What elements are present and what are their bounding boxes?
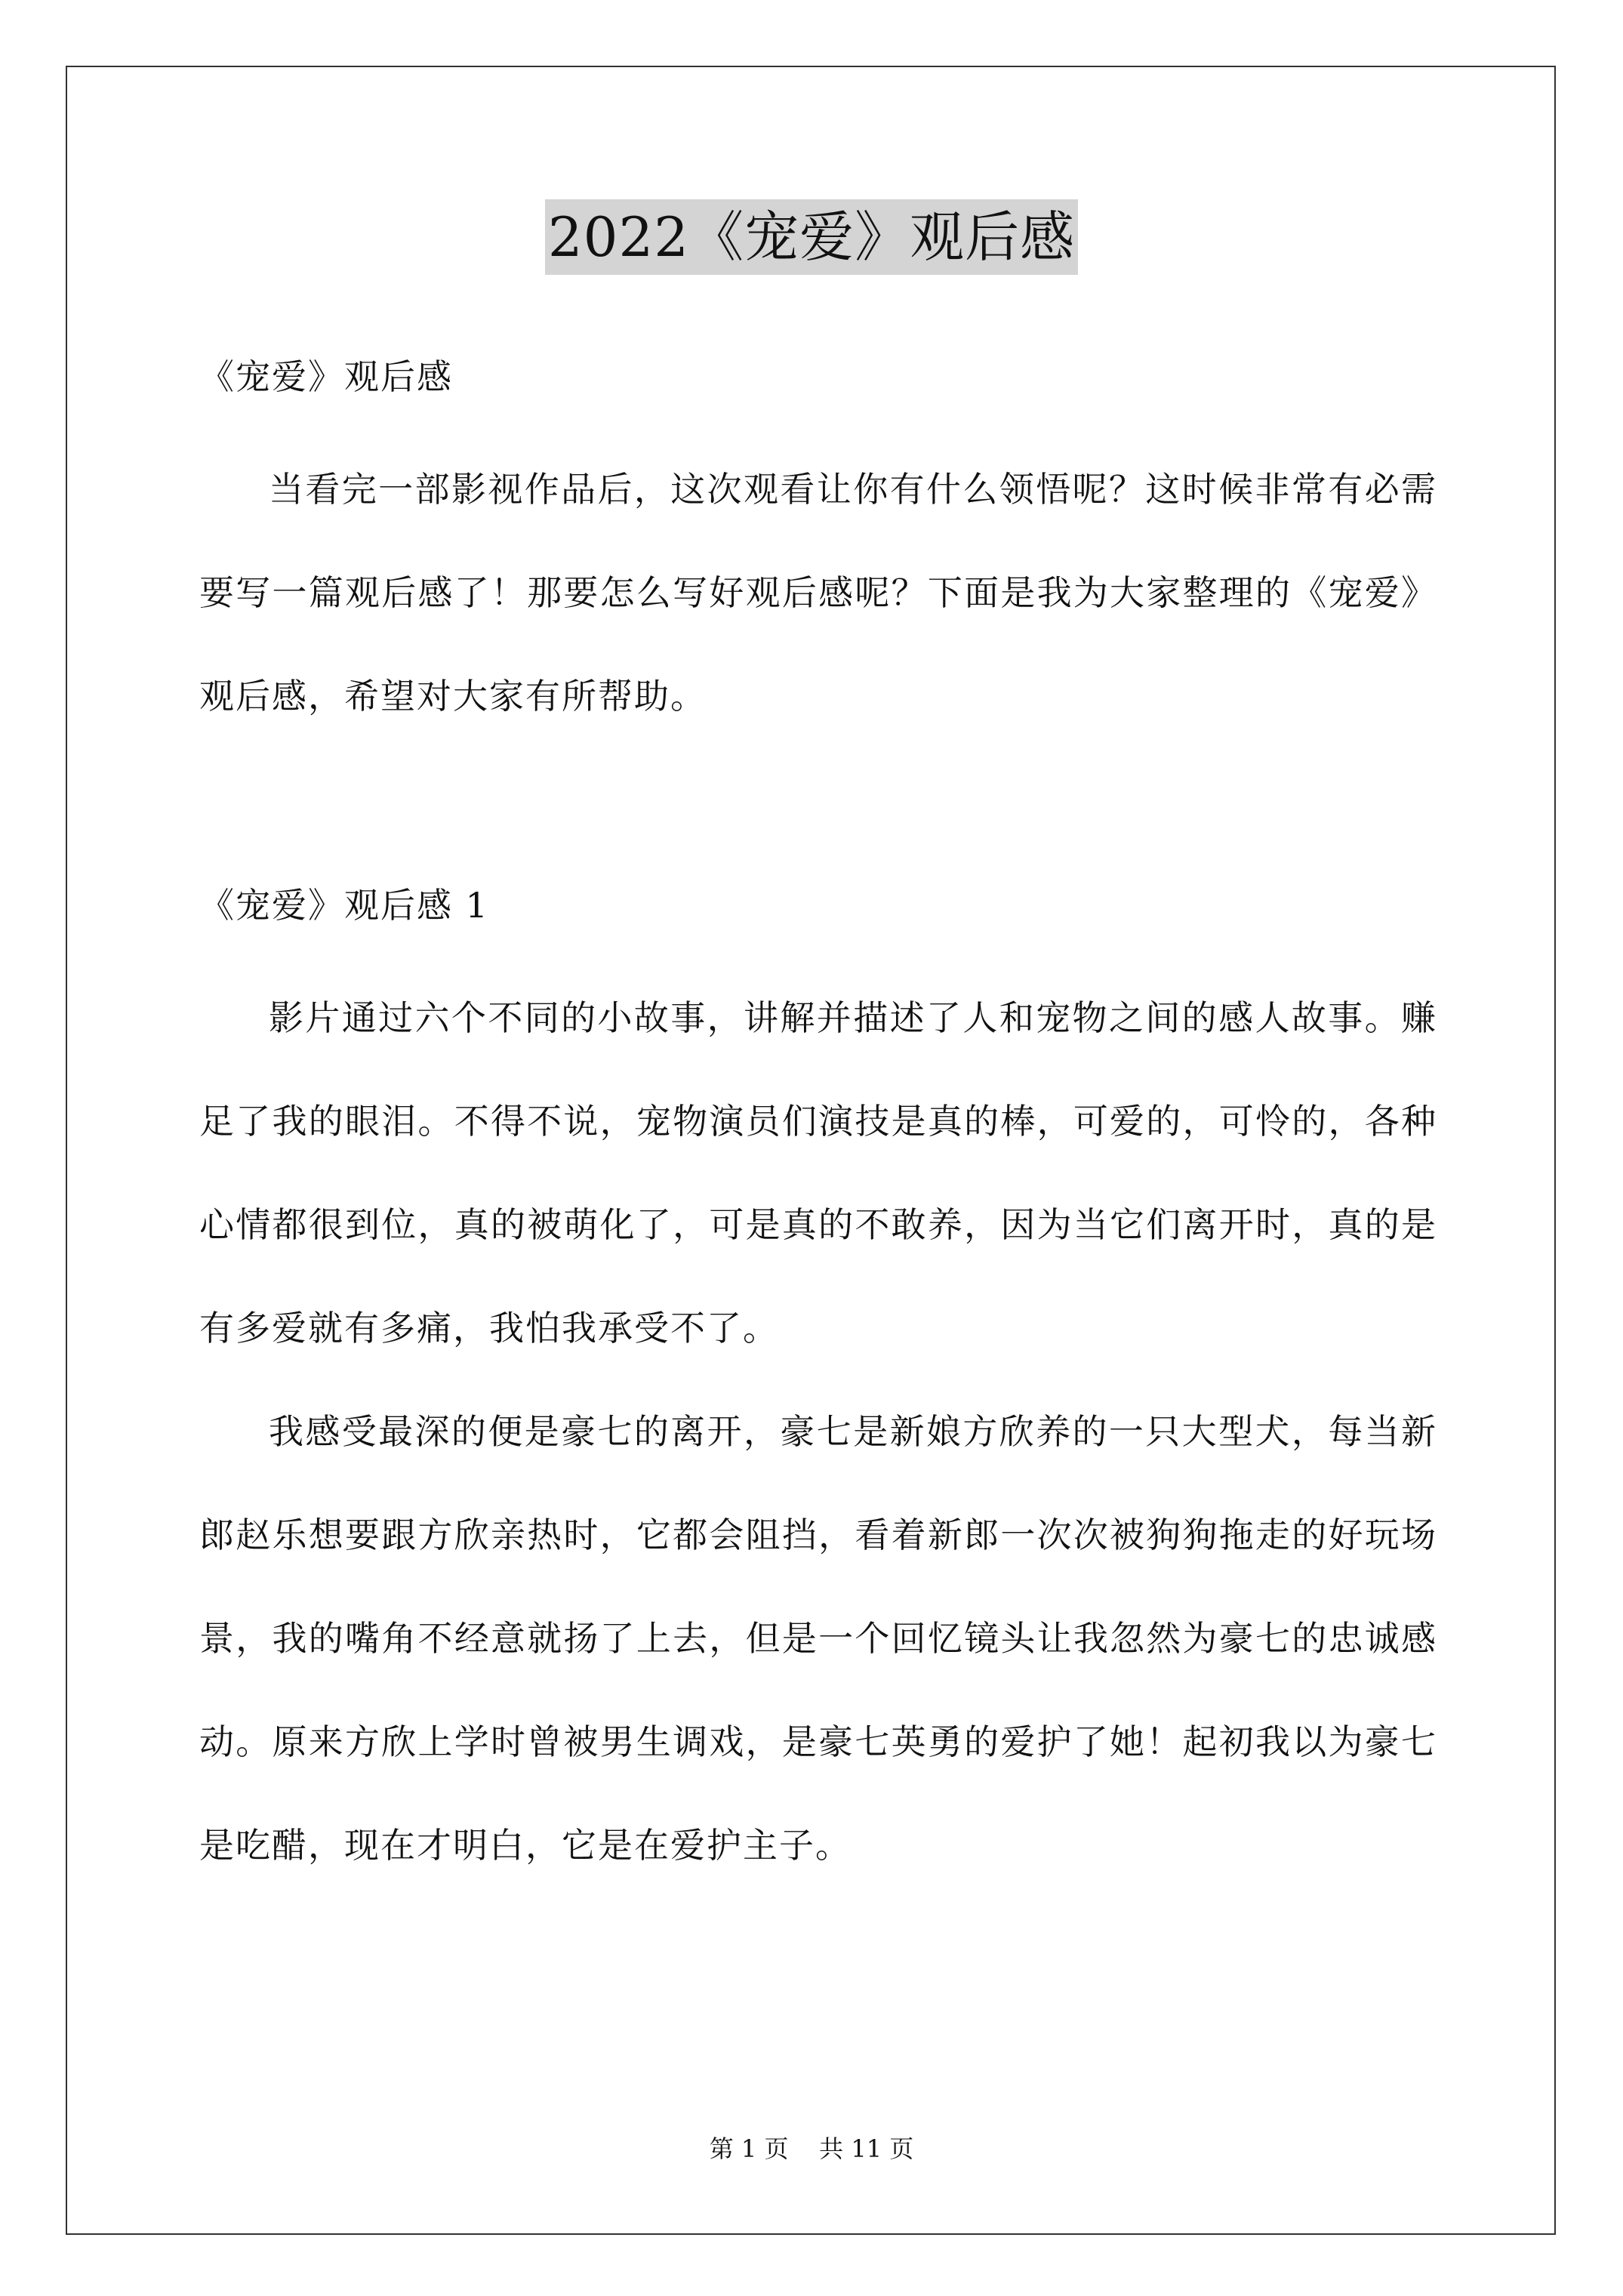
page-total: 共 11 页 bbox=[819, 2134, 914, 2163]
section1-heading-block bbox=[199, 879, 1437, 932]
page-footer bbox=[0, 2134, 1623, 2164]
section1-paragraph: 影片通过六个不同的小故事，讲解并描述了人和宠物之间的感人故事。赚足了我的眼泪。不得不说，宠物演员们演技是真的棒，可爱的，可怜的，各种心情都很到位，真的被萌化了，可是真的不敢养，因为当它们离开时，真的是有多爱就有多痛，我怕我承受不了。 bbox=[199, 997, 1437, 1348]
title-container bbox=[0, 199, 1623, 275]
intro-paragraph: 当看完一部影视作品后，这次观看让你有什么领悟呢？这时候非常有必需要写一篇观后感了！那要怎么写好观后感呢？下面是我为大家整理的《宠爱》观后感，希望对大家有所帮助。 bbox=[199, 469, 1437, 717]
page-number: 第 1 页 bbox=[709, 2134, 789, 2163]
intro-heading-block bbox=[199, 350, 1437, 403]
intro-paragraph-block bbox=[199, 438, 1437, 748]
intro-heading: 《宠爱》观后感 bbox=[199, 356, 453, 397]
section1-heading: 《宠爱》观后感 1 bbox=[199, 885, 489, 926]
section1-paragraph: 我感受最深的便是豪七的离开，豪七是新娘方欣养的一只大型犬，每当新郎赵乐想要跟方欣亲热时，它都会阻挡，看着新郎一次次被狗狗拖走的好玩场景，我的嘴角不经意就扬了上去，但是一个回忆镜头让我忽然为豪七的忠诚感动。原来方欣上学时曾被男生调戏，是豪七英勇的爱护了她！起初我以为豪七是吃醋，现在才明白，它是在爱护主子。 bbox=[199, 1411, 1437, 1866]
section1-body bbox=[199, 966, 1437, 1897]
document-title: 2022《宠爱》观后感 bbox=[545, 199, 1078, 275]
